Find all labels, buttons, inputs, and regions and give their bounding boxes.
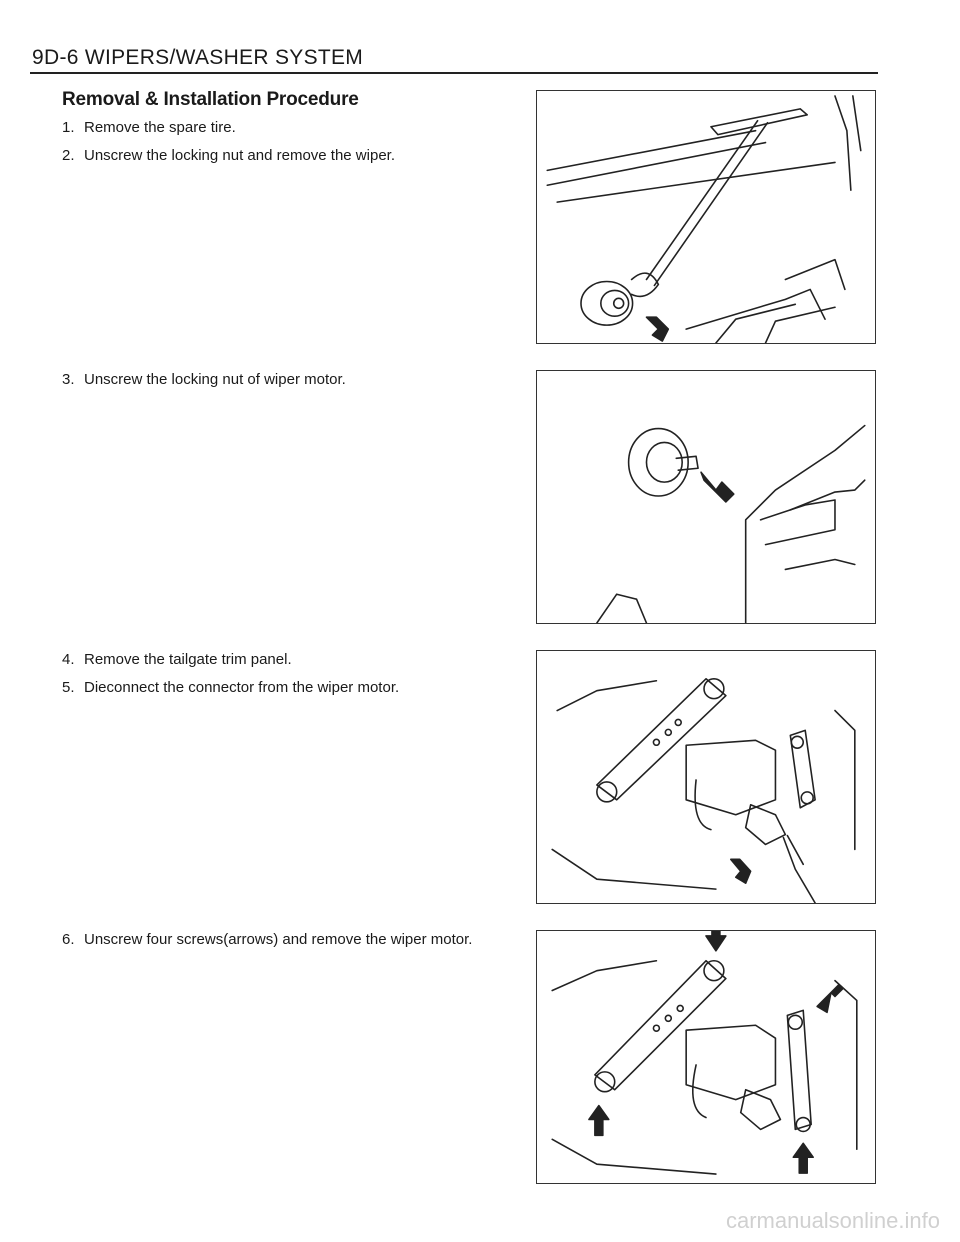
header-rule bbox=[30, 72, 878, 74]
step-item: 4. Remove the tailgate trim panel. bbox=[62, 651, 292, 668]
step-item: 1. Remove the spare tire. bbox=[62, 119, 236, 136]
page-header: 9D-6 WIPERS/WASHER SYSTEM bbox=[32, 46, 364, 69]
step-item: 5. Dieconnect the connector from the wiper motor. bbox=[62, 679, 400, 696]
figure-wiper-arm bbox=[536, 90, 876, 344]
step-item: 3. Unscrew the locking nut of wiper motor. bbox=[62, 371, 346, 388]
step-list-1 bbox=[62, 114, 395, 170]
step-list-4 bbox=[62, 926, 472, 954]
step-item: 2. Unscrew the locking nut and remove the wiper. bbox=[62, 147, 395, 164]
watermark: carmanualsonline.info bbox=[725, 1208, 940, 1233]
section-title: Removal & Installation Procedure bbox=[62, 89, 359, 110]
figure-motor-screws bbox=[536, 930, 876, 1184]
figure-motor-connector bbox=[536, 650, 876, 904]
step-item: 6. Unscrew four screws(arrows) and remove the wiper motor. bbox=[62, 931, 473, 948]
step-list-2 bbox=[62, 366, 346, 394]
step-list-3 bbox=[62, 646, 399, 702]
figure-motor-shaft bbox=[536, 370, 876, 624]
